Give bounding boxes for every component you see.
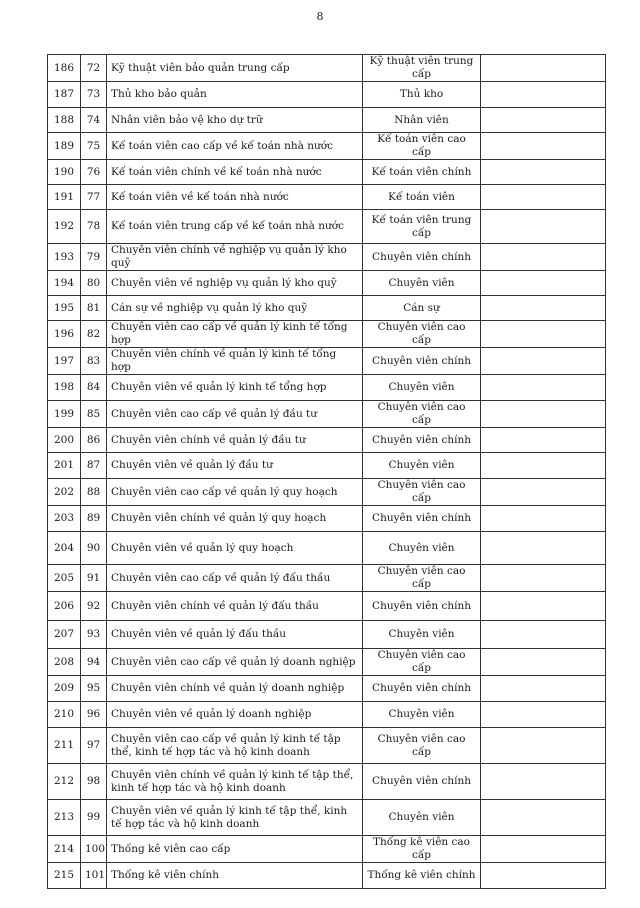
row-sub-number: 99 xyxy=(81,800,107,836)
row-number: 201 xyxy=(48,453,81,479)
empty-cell xyxy=(481,479,606,506)
position-name: Chuyên viên về quản lý kinh tế tập thể, kinh tế hợp tác và hộ kinh doanh xyxy=(107,800,363,836)
rank-name: Chuyên viên chính xyxy=(363,428,481,453)
positions-table-body xyxy=(48,55,606,889)
row-sub-number: 98 xyxy=(81,764,107,800)
position-name: Chuyên viên cao cấp về quản lý đấu thầu xyxy=(107,565,363,592)
empty-cell xyxy=(481,532,606,565)
empty-cell xyxy=(481,375,606,401)
row-number: 198 xyxy=(48,375,81,401)
row-number: 213 xyxy=(48,800,81,836)
position-name: Chuyên viên chính về quản lý kinh tế tổng hợp xyxy=(107,348,363,375)
rank-name: Chuyên viên chính xyxy=(363,244,481,271)
position-name: Kế toán viên trung cấp về kế toán nhà nước xyxy=(107,210,363,244)
row-number: 194 xyxy=(48,271,81,296)
table-row xyxy=(48,428,606,453)
rank-name: Chuyên viên xyxy=(363,621,481,649)
row-number: 197 xyxy=(48,348,81,375)
rank-name: Chuyên viên chính xyxy=(363,676,481,702)
table-row xyxy=(48,271,606,296)
table-row xyxy=(48,479,606,506)
table-row xyxy=(48,621,606,649)
row-number: 208 xyxy=(48,649,81,676)
row-number: 207 xyxy=(48,621,81,649)
row-number: 200 xyxy=(48,428,81,453)
row-sub-number: 84 xyxy=(81,375,107,401)
row-number: 195 xyxy=(48,296,81,321)
empty-cell xyxy=(481,800,606,836)
table-row xyxy=(48,296,606,321)
row-number: 202 xyxy=(48,479,81,506)
table-row xyxy=(48,676,606,702)
table-row xyxy=(48,55,606,82)
position-name: Chuyên viên cao cấp về quản lý doanh nghiệp xyxy=(107,649,363,676)
table-row xyxy=(48,836,606,863)
row-sub-number: 91 xyxy=(81,565,107,592)
empty-cell xyxy=(481,702,606,728)
row-sub-number: 82 xyxy=(81,321,107,348)
position-name: Nhân viên bảo vệ kho dự trữ xyxy=(107,108,363,133)
rank-name: Chuyên viên xyxy=(363,800,481,836)
position-name: Chuyên viên về quản lý doanh nghiệp xyxy=(107,702,363,728)
row-sub-number: 94 xyxy=(81,649,107,676)
table-row xyxy=(48,592,606,621)
rank-name: Thống kê viên chính xyxy=(363,863,481,889)
rank-name: Kế toán viên xyxy=(363,185,481,210)
empty-cell xyxy=(481,271,606,296)
rank-name: Thủ kho xyxy=(363,82,481,108)
rank-name: Chuyên viên chính xyxy=(363,592,481,621)
empty-cell xyxy=(481,649,606,676)
table-row xyxy=(48,244,606,271)
position-name: Chuyên viên về quản lý đấu thầu xyxy=(107,621,363,649)
row-sub-number: 79 xyxy=(81,244,107,271)
table-row xyxy=(48,506,606,532)
row-number: 187 xyxy=(48,82,81,108)
row-sub-number: 80 xyxy=(81,271,107,296)
table-row xyxy=(48,532,606,565)
row-sub-number: 75 xyxy=(81,133,107,160)
table-row xyxy=(48,649,606,676)
row-sub-number: 101 xyxy=(81,863,107,889)
row-sub-number: 88 xyxy=(81,479,107,506)
table-row xyxy=(48,133,606,160)
position-name: Thống kê viên cao cấp xyxy=(107,836,363,863)
table-row xyxy=(48,800,606,836)
table-row xyxy=(48,401,606,428)
rank-name: Chuyên viên xyxy=(363,702,481,728)
row-sub-number: 92 xyxy=(81,592,107,621)
position-name: Cán sự về nghiệp vụ quản lý kho quỹ xyxy=(107,296,363,321)
table-row xyxy=(48,160,606,185)
empty-cell xyxy=(481,210,606,244)
position-name: Chuyên viên về quản lý đầu tư xyxy=(107,453,363,479)
empty-cell xyxy=(481,428,606,453)
rank-name: Kế toán viên chính xyxy=(363,160,481,185)
empty-cell xyxy=(481,565,606,592)
row-number: 188 xyxy=(48,108,81,133)
rank-name: Cán sự xyxy=(363,296,481,321)
position-name: Chuyên viên cao cấp về quản lý kinh tế tổng hợp xyxy=(107,321,363,348)
position-name: Kỹ thuật viên bảo quản trung cấp xyxy=(107,55,363,82)
position-name: Chuyên viên cao cấp về quản lý quy hoạch xyxy=(107,479,363,506)
row-number: 192 xyxy=(48,210,81,244)
row-sub-number: 97 xyxy=(81,728,107,764)
table-row xyxy=(48,728,606,764)
row-sub-number: 89 xyxy=(81,506,107,532)
rank-name: Chuyên viên cao cấp xyxy=(363,401,481,428)
position-name: Chuyên viên chính về quản lý quy hoạch xyxy=(107,506,363,532)
table-row xyxy=(48,764,606,800)
row-number: 211 xyxy=(48,728,81,764)
row-number: 193 xyxy=(48,244,81,271)
row-number: 186 xyxy=(48,55,81,82)
row-number: 190 xyxy=(48,160,81,185)
rank-name: Chuyên viên cao cấp xyxy=(363,321,481,348)
empty-cell xyxy=(481,676,606,702)
empty-cell xyxy=(481,764,606,800)
empty-cell xyxy=(481,160,606,185)
row-sub-number: 85 xyxy=(81,401,107,428)
position-name: Kế toán viên cao cấp về kế toán nhà nước xyxy=(107,133,363,160)
row-number: 199 xyxy=(48,401,81,428)
empty-cell xyxy=(481,728,606,764)
position-name: Chuyên viên cao cấp về quản lý kinh tế tập thể, kinh tế hợp tác và hộ kinh doanh xyxy=(107,728,363,764)
position-name: Thủ kho bảo quản xyxy=(107,82,363,108)
position-name: Kế toán viên về kế toán nhà nước xyxy=(107,185,363,210)
empty-cell xyxy=(481,506,606,532)
rank-name: Chuyên viên cao cấp xyxy=(363,649,481,676)
empty-cell xyxy=(481,185,606,210)
row-sub-number: 77 xyxy=(81,185,107,210)
position-name: Thống kê viên chính xyxy=(107,863,363,889)
position-name: Chuyên viên cao cấp về quản lý đầu tư xyxy=(107,401,363,428)
empty-cell xyxy=(481,863,606,889)
page-number: 8 xyxy=(316,10,324,23)
position-name: Kế toán viên chính về kế toán nhà nước xyxy=(107,160,363,185)
empty-cell xyxy=(481,453,606,479)
rank-name: Chuyên viên chính xyxy=(363,506,481,532)
empty-cell xyxy=(481,836,606,863)
row-number: 205 xyxy=(48,565,81,592)
row-number: 203 xyxy=(48,506,81,532)
empty-cell xyxy=(481,621,606,649)
rank-name: Chuyên viên cao cấp xyxy=(363,565,481,592)
row-sub-number: 86 xyxy=(81,428,107,453)
row-sub-number: 78 xyxy=(81,210,107,244)
empty-cell xyxy=(481,321,606,348)
empty-cell xyxy=(481,55,606,82)
table-row xyxy=(48,565,606,592)
position-name: Chuyên viên về quản lý quy hoạch xyxy=(107,532,363,565)
row-sub-number: 72 xyxy=(81,55,107,82)
row-number: 204 xyxy=(48,532,81,565)
row-number: 191 xyxy=(48,185,81,210)
empty-cell xyxy=(481,108,606,133)
position-name: Chuyên viên về nghiệp vụ quản lý kho quỹ xyxy=(107,271,363,296)
table-row xyxy=(48,321,606,348)
rank-name: Kế toán viên cao cấp xyxy=(363,133,481,160)
row-number: 210 xyxy=(48,702,81,728)
row-number: 196 xyxy=(48,321,81,348)
table-row xyxy=(48,348,606,375)
row-number: 206 xyxy=(48,592,81,621)
position-name: Chuyên viên về quản lý kinh tế tổng hợp xyxy=(107,375,363,401)
rank-name: Chuyên viên xyxy=(363,375,481,401)
empty-cell xyxy=(481,296,606,321)
table-row xyxy=(48,375,606,401)
table-row xyxy=(48,863,606,889)
position-name: Chuyên viên chính về quản lý kinh tế tập thể, kinh tế hợp tác và hộ kinh doanh xyxy=(107,764,363,800)
positions-table xyxy=(47,54,606,889)
table-row xyxy=(48,453,606,479)
rank-name: Nhân viên xyxy=(363,108,481,133)
rank-name: Chuyên viên cao cấp xyxy=(363,728,481,764)
table-row xyxy=(48,108,606,133)
position-name: Chuyên viên chính về quản lý doanh nghiệp xyxy=(107,676,363,702)
row-sub-number: 81 xyxy=(81,296,107,321)
row-sub-number: 90 xyxy=(81,532,107,565)
row-sub-number: 93 xyxy=(81,621,107,649)
empty-cell xyxy=(481,82,606,108)
row-number: 212 xyxy=(48,764,81,800)
rank-name: Chuyên viên xyxy=(363,271,481,296)
position-name: Chuyên viên chính về quản lý đấu thầu xyxy=(107,592,363,621)
row-sub-number: 95 xyxy=(81,676,107,702)
row-sub-number: 73 xyxy=(81,82,107,108)
empty-cell xyxy=(481,592,606,621)
row-sub-number: 100 xyxy=(81,836,107,863)
table-row xyxy=(48,185,606,210)
row-sub-number: 83 xyxy=(81,348,107,375)
row-number: 215 xyxy=(48,863,81,889)
row-sub-number: 74 xyxy=(81,108,107,133)
rank-name: Thống kê viên cao cấp xyxy=(363,836,481,863)
row-sub-number: 96 xyxy=(81,702,107,728)
row-number: 214 xyxy=(48,836,81,863)
empty-cell xyxy=(481,401,606,428)
row-sub-number: 76 xyxy=(81,160,107,185)
rank-name: Chuyên viên cao cấp xyxy=(363,479,481,506)
rank-name: Kỹ thuật viên trung cấp xyxy=(363,55,481,82)
position-name: Chuyên viên chính về nghiệp vụ quản lý kho quỹ xyxy=(107,244,363,271)
table-row xyxy=(48,82,606,108)
rank-name: Chuyên viên xyxy=(363,453,481,479)
table-row xyxy=(48,702,606,728)
empty-cell xyxy=(481,244,606,271)
row-sub-number: 87 xyxy=(81,453,107,479)
empty-cell xyxy=(481,348,606,375)
rank-name: Kế toán viên trung cấp xyxy=(363,210,481,244)
empty-cell xyxy=(481,133,606,160)
row-number: 209 xyxy=(48,676,81,702)
rank-name: Chuyên viên chính xyxy=(363,348,481,375)
rank-name: Chuyên viên xyxy=(363,532,481,565)
position-name: Chuyên viên chính về quản lý đầu tư xyxy=(107,428,363,453)
row-number: 189 xyxy=(48,133,81,160)
rank-name: Chuyên viên chính xyxy=(363,764,481,800)
table-row xyxy=(48,210,606,244)
